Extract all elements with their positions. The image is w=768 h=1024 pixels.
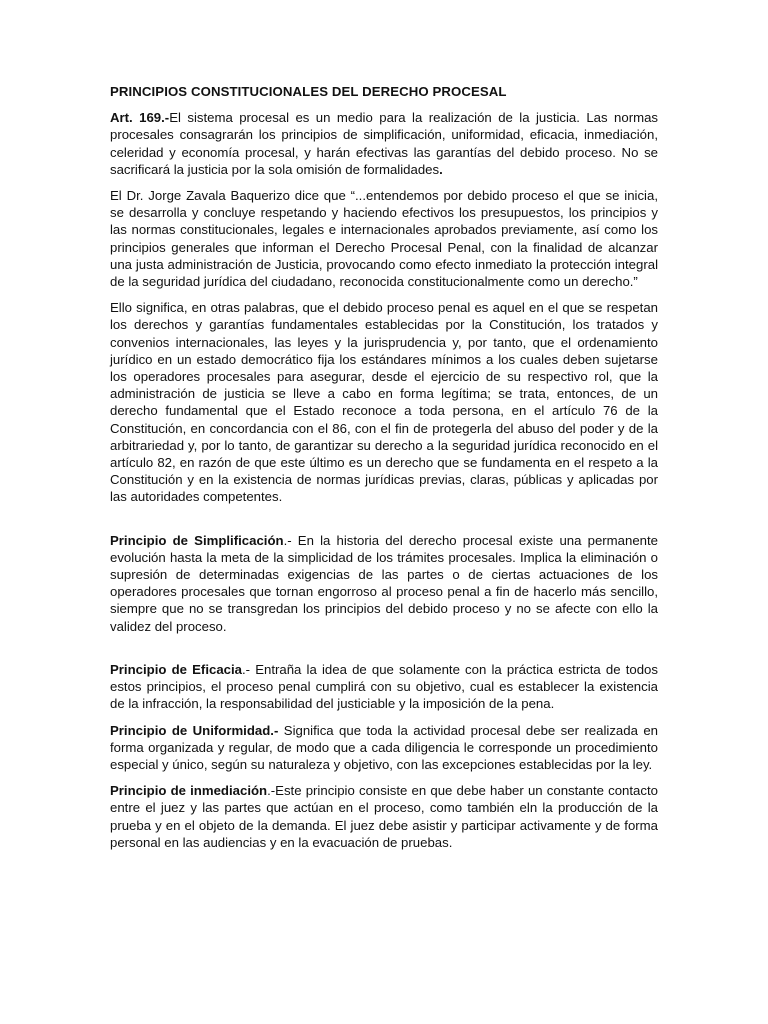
paragraph-gap [110, 515, 658, 532]
ello-paragraph: Ello significa, en otras palabras, que el debido proceso penal es aquel en el que se respetan los derechos y garantías fundamentales establecidas por la Constitución, los tratados y convenios internacionales, las leyes y la jurisprudencia y, por tanto, que el ordenamiento jurídico en un estado democrático fija los estándares mínimos a los cuales deben sujetarse los operadores procesales para asegurar, desde el ejercicio de su respectivo rol, que la administración de justicia se lleve a cabo en forma legítima; se trata, entonces, de un derecho fundamental que el Estado reconoce a toda persona, en el artículo 76 de la Constitución, en concordancia con el 86, con el fin de protegerla del abuso del poder y de la arbitrariedad y, por lo tanto, de garantizar su derecho a la seguridad jurídica reconocido en el artículo 82, en razón de que este último es un derecho que se fundamenta en el respeto a la Constitución y en la existencia de normas jurídicas previas, claras, públicas y aplicadas por las autoridades competentes. [110, 300, 658, 505]
art-169-end: . [439, 161, 443, 177]
eficacia-paragraph [110, 661, 658, 713]
inmediacion-label: Principio de inmediación [110, 783, 268, 799]
simplificacion-label: Principio de Simplificación [110, 532, 284, 548]
zavala-paragraph: El Dr. Jorge Zavala Baquerizo dice que “...entendemos por debido proceso el que se inicia, se desarrolla y concluye respetando y haciendo efectivos los presupuestos, los principios y las normas constitucionales, legales e internacionales aprobados previamente, así como los principios generales que informan el Derecho Procesal Penal, con la finalidad de alcanzar una justa administración de Justicia, provocando como efecto inmediato la protección integral de la seguridad jurídica del ciudadano, reconocida constitucionalmente como un derecho.” [110, 188, 658, 290]
simplificacion-text: .- En la historia del derecho procesal existe una permanente evolución hasta la meta de la simplicidad de los trámites procesales. Implica la eliminación o supresión de determinadas exigencias de las partes o de ciertas actuaciones de los operadores procesales que tornan engorroso al proceso penal a fin de hacerlo más sencillo, siempre que no se transgredan los principios del debido proceso y no se afecte con ello la validez del proceso. [110, 532, 658, 634]
inmediacion-paragraph [110, 782, 658, 851]
art-169-text: El sistema procesal es un medio para la realización de la justicia. Las normas procesales consagrarán los principios de simplificación, uniformidad, eficacia, inmediación, celeridad y economía procesal, y harán efectivas las garantías del debido proceso. No se sacrificará la justicia por la sola omisión de formalidades [110, 110, 659, 177]
eficacia-text: .- Entraña la idea de que solamente con la práctica estricta de todos estos principios, el proceso penal cumplirá con su objetivo, cual es establecer la existencia de la infracción, la responsabilidad del justiciable y la imposición de la pena. [110, 661, 658, 712]
art-169-label: Art. 169.- [110, 110, 170, 126]
paragraph-gap [110, 644, 658, 661]
uniformidad-paragraph [110, 722, 658, 774]
inmediacion-text: .-Este principio consiste en que debe haber un constante contacto entre el juez y las partes que actúan en el proceso, como también eln la producción de la prueba y en el objeto de la demanda. El juez debe asistir y participar activamente y de forma personal en las audiencias y en la evacuación de pruebas. [110, 783, 658, 850]
uniformidad-label: Principio de Uniformidad.- [110, 722, 279, 738]
simplificacion-paragraph [110, 532, 658, 635]
art-169-paragraph [110, 109, 658, 178]
document-page [110, 83, 658, 860]
eficacia-label: Principio de Eficacia [110, 661, 242, 677]
uniformidad-text: Significa que toda la actividad procesal debe ser realizada en forma organizada y regular, de modo que a cada diligencia le corresponde un procedimiento especial y único, según su naturaleza y objetivo, con las excepciones establecidas por la ley. [110, 722, 659, 772]
document-title: PRINCIPIOS CONSTITUCIONALES DEL DERECHO PROCESAL [110, 84, 507, 99]
